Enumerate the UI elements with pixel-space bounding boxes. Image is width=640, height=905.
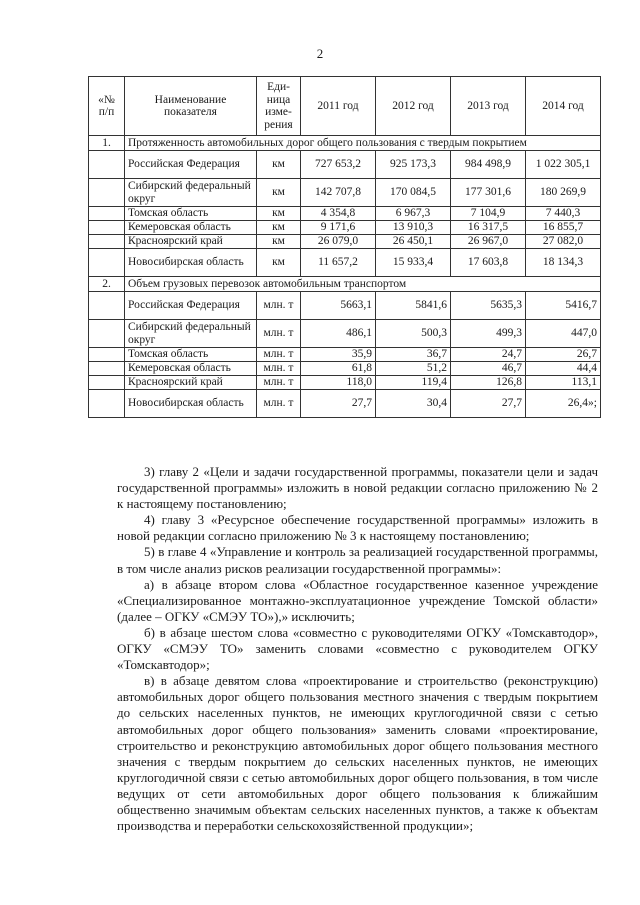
value-cell: 126,8 bbox=[451, 376, 526, 390]
value-cell: 7 104,9 bbox=[451, 207, 526, 221]
table-row bbox=[89, 235, 601, 249]
value-cell: 6 967,3 bbox=[376, 207, 451, 221]
table-row bbox=[89, 320, 601, 348]
value-cell: 5635,3 bbox=[451, 292, 526, 320]
unit-cell: км bbox=[257, 207, 301, 221]
value-cell: 26 967,0 bbox=[451, 235, 526, 249]
table-row bbox=[89, 207, 601, 221]
value-cell: 51,2 bbox=[376, 362, 451, 376]
value-cell: 36,7 bbox=[376, 348, 451, 362]
value-cell: 9 171,6 bbox=[301, 221, 376, 235]
section-number: 2. bbox=[89, 277, 125, 292]
unit-cell: км bbox=[257, 179, 301, 207]
row-number-cell bbox=[89, 376, 125, 390]
value-cell: 61,8 bbox=[301, 362, 376, 376]
unit-cell: км bbox=[257, 235, 301, 249]
indicator-name: Красноярский край bbox=[125, 376, 257, 390]
paragraph: 5) в главе 4 «Управление и контроль за реализацией государственной программы, в том числе анализ рисков реализации государственной программы»: bbox=[117, 544, 598, 576]
indicator-name: Сибирский федеральный округ bbox=[125, 179, 257, 207]
value-cell: 7 440,3 bbox=[526, 207, 601, 221]
table-row bbox=[89, 221, 601, 235]
body-text bbox=[117, 464, 598, 834]
indicator-name: Российская Федерация bbox=[125, 292, 257, 320]
value-cell: 27,7 bbox=[451, 390, 526, 418]
value-cell: 35,9 bbox=[301, 348, 376, 362]
value-cell: 177 301,6 bbox=[451, 179, 526, 207]
value-cell: 118,0 bbox=[301, 376, 376, 390]
header-indicator: Наименование показателя bbox=[125, 77, 257, 136]
value-cell: 1 022 305,1 bbox=[526, 151, 601, 179]
value-cell: 26 450,1 bbox=[376, 235, 451, 249]
value-cell: 16 855,7 bbox=[526, 221, 601, 235]
table-row bbox=[89, 362, 601, 376]
table-row bbox=[89, 376, 601, 390]
row-number-cell bbox=[89, 362, 125, 376]
header-year: 2013 год bbox=[451, 77, 526, 136]
row-number-cell bbox=[89, 292, 125, 320]
value-cell: 26 079,0 bbox=[301, 235, 376, 249]
value-cell: 30,4 bbox=[376, 390, 451, 418]
row-number-cell bbox=[89, 151, 125, 179]
indicator-name: Томская область bbox=[125, 348, 257, 362]
value-cell: 4 354,8 bbox=[301, 207, 376, 221]
indicator-name: Новосибирская область bbox=[125, 249, 257, 277]
table-section-row bbox=[89, 136, 601, 151]
paragraph: 3) главу 2 «Цели и задачи государственной программы, показатели цели и задач государственной программы» изложить в новой редакции согласно приложению № 2 к настоящему постановлению; bbox=[117, 464, 598, 512]
header-number: «№ п/п bbox=[89, 77, 125, 136]
table-header-row bbox=[89, 77, 601, 136]
indicator-name: Томская область bbox=[125, 207, 257, 221]
row-number-cell bbox=[89, 390, 125, 418]
value-cell: 44,4 bbox=[526, 362, 601, 376]
section-title: Объем грузовых перевозок автомобильным транспортом bbox=[125, 277, 601, 292]
row-number-cell bbox=[89, 348, 125, 362]
page-number: 2 bbox=[316, 46, 324, 61]
section-title: Протяженность автомобильных дорог общего пользования с твердым покрытием bbox=[125, 136, 601, 151]
header-year: 2012 год bbox=[376, 77, 451, 136]
value-cell: 925 173,3 bbox=[376, 151, 451, 179]
unit-cell: млн. т bbox=[257, 348, 301, 362]
table-section-row bbox=[89, 277, 601, 292]
indicator-name: Красноярский край bbox=[125, 235, 257, 249]
value-cell: 447,0 bbox=[526, 320, 601, 348]
table-row bbox=[89, 179, 601, 207]
unit-cell: млн. т bbox=[257, 320, 301, 348]
indicator-name: Кемеровская область bbox=[125, 362, 257, 376]
indicator-name: Новосибирская область bbox=[125, 390, 257, 418]
value-cell: 18 134,3 bbox=[526, 249, 601, 277]
value-cell: 486,1 bbox=[301, 320, 376, 348]
value-cell: 170 084,5 bbox=[376, 179, 451, 207]
value-cell: 16 317,5 bbox=[451, 221, 526, 235]
row-number-cell bbox=[89, 179, 125, 207]
table-row bbox=[89, 292, 601, 320]
table-row bbox=[89, 249, 601, 277]
paragraph: б) в абзаце шестом слова «совместно с руководителями ОГКУ «Томскавтодор», ОГКУ «СМЭУ ТО» заменить словами «совместно с руководителем ОГКУ «Томскавтодор»; bbox=[117, 624, 598, 673]
value-cell: 499,3 bbox=[451, 320, 526, 348]
paragraph: а) в абзаце втором слова «Областное государственное казенное учреждение «Специализированное монтажно-эксплуатационное учреждение Томской области» (далее – ОГКУ «СМЭУ ТО»),» исключить; bbox=[117, 576, 598, 624]
value-cell: 5416,7 bbox=[526, 292, 601, 320]
row-number-cell bbox=[89, 235, 125, 249]
indicator-name: Сибирский федеральный округ bbox=[125, 320, 257, 348]
value-cell: 180 269,9 bbox=[526, 179, 601, 207]
row-number-cell bbox=[89, 320, 125, 348]
value-cell: 119,4 bbox=[376, 376, 451, 390]
section-number: 1. bbox=[89, 136, 125, 151]
table-row bbox=[89, 151, 601, 179]
value-cell: 27,7 bbox=[301, 390, 376, 418]
value-cell: 142 707,8 bbox=[301, 179, 376, 207]
value-cell: 5663,1 bbox=[301, 292, 376, 320]
value-cell: 26,4»; bbox=[526, 390, 601, 418]
statistics-table bbox=[88, 76, 601, 418]
unit-cell: млн. т bbox=[257, 362, 301, 376]
value-cell: 26,7 bbox=[526, 348, 601, 362]
value-cell: 17 603,8 bbox=[451, 249, 526, 277]
value-cell: 15 933,4 bbox=[376, 249, 451, 277]
value-cell: 727 653,2 bbox=[301, 151, 376, 179]
unit-cell: км bbox=[257, 249, 301, 277]
paragraph: в) в абзаце девятом слова «проектирование и строительство (реконструкцию) автомобильных дорог общего пользования местного значения с твердым покрытием до сельских населенных пунктов, не имеющих круглогодичной связи с сетью автомобильных дорог общего пользования» заменить словами «проектирование, строительство и реконструкцию автомобильных дорог общего пользования местного значения с твердым покрытием до сельских населенных пунктов, не имеющих круглогодичной связи с сетью автомобильных дорог общего пользования, в том числе ведущих от сети автомобильных дорог общего пользования к ближайшим общественно значимым объектам сельских населенных пунктов, а также к объектам производства и переработки сельскохозяйственной продукции»; bbox=[117, 673, 598, 834]
paragraph: 4) главу 3 «Ресурсное обеспечение государственной программы» изложить в новой редакции согласно приложению № 3 к настоящему постановлению; bbox=[117, 512, 598, 544]
unit-cell: км bbox=[257, 151, 301, 179]
unit-cell: млн. т bbox=[257, 292, 301, 320]
value-cell: 13 910,3 bbox=[376, 221, 451, 235]
value-cell: 500,3 bbox=[376, 320, 451, 348]
value-cell: 27 082,0 bbox=[526, 235, 601, 249]
unit-cell: млн. т bbox=[257, 376, 301, 390]
unit-cell: км bbox=[257, 221, 301, 235]
row-number-cell bbox=[89, 207, 125, 221]
indicator-name: Российская Федерация bbox=[125, 151, 257, 179]
unit-cell: млн. т bbox=[257, 390, 301, 418]
value-cell: 5841,6 bbox=[376, 292, 451, 320]
table-row bbox=[89, 348, 601, 362]
value-cell: 984 498,9 bbox=[451, 151, 526, 179]
header-year: 2014 год bbox=[526, 77, 601, 136]
header-year: 2011 год bbox=[301, 77, 376, 136]
table-body bbox=[89, 136, 601, 418]
value-cell: 46,7 bbox=[451, 362, 526, 376]
row-number-cell bbox=[89, 249, 125, 277]
value-cell: 11 657,2 bbox=[301, 249, 376, 277]
row-number-cell bbox=[89, 221, 125, 235]
header-unit: Еди- ница изме- рения bbox=[257, 77, 301, 136]
table-row bbox=[89, 390, 601, 418]
value-cell: 24,7 bbox=[451, 348, 526, 362]
indicator-name: Кемеровская область bbox=[125, 221, 257, 235]
value-cell: 113,1 bbox=[526, 376, 601, 390]
